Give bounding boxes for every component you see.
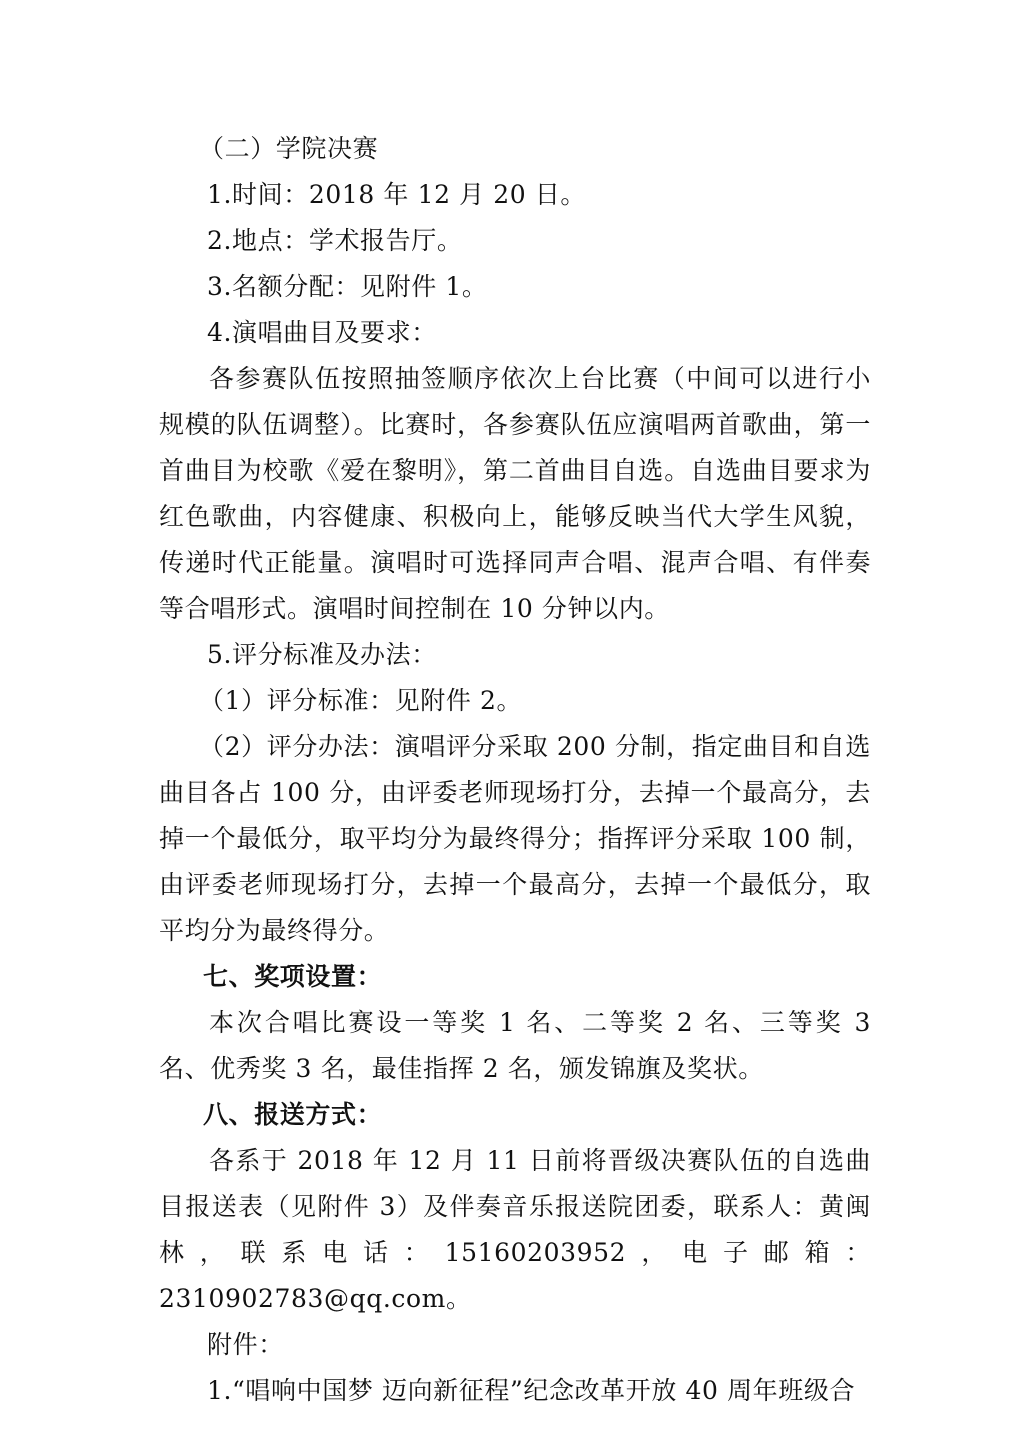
attachment-item-1: 1.“唱响中国梦 迈向新征程”纪念改革开放 40 周年班级合 [207,1376,856,1405]
section-title-awards: 七、奖项设置： [203,962,383,991]
songs-requirements-body: 各参赛队伍按照抽签顺序依次上台比赛（中间可以进行小规模的队伍调整）。比赛时，各参赛队伍应演唱两首歌曲，第一首曲目为校歌《爱在黎明》，第二首曲目自选。自选曲目要求为红色歌曲，内容健康、积极向上，能够反映当代大学生风貌，传递时代正能量。演唱时可选择同声合唱、混声合唱、有伴奏等合唱形式。演唱时间控制在 10 分钟以内。 [159,364,871,623]
final-quota: 3.名额分配：见附件 1。 [207,272,488,301]
document-body [159,126,871,1414]
attachments-label: 附件： [207,1330,284,1359]
final-place: 2.地点：学术报告厅。 [207,226,463,255]
songs-requirements-title: 4.演唱曲目及要求： [207,318,437,347]
final-time: 1.时间：2018 年 12 月 20 日。 [207,180,587,209]
awards-body: 本次合唱比赛设一等奖 1 名、二等奖 2 名、三等奖 3 名、优秀奖 3 名，最佳指挥 2 名，颁发锦旗及奖状。 [159,1008,871,1083]
section-title-submission: 八、报送方式： [203,1100,383,1129]
submission-body: 各系于 2018 年 12 月 11 日前将晋级决赛队伍的自选曲目报送表（见附件 3）及伴奏音乐报送院团委，联系人：黄闽林，联系电话：15160203952，电子邮箱：2310902783@qq.com。 [159,1146,871,1313]
scoring-standard: （1）评分标准：见附件 2。 [199,686,523,715]
scoring-title: 5.评分标准及办法： [207,640,437,669]
scoring-method: （2）评分办法：演唱评分采取 200 分制，指定曲目和自选曲目各占 100 分，由评委老师现场打分，去掉一个最高分，去掉一个最低分，取平均分为最终得分；指挥评分采取 100 制，由评委老师现场打分，去掉一个最高分，去掉一个最低分，取平均分为最终得分。 [159,732,871,945]
section-title-college-final: （二）学院决赛 [199,134,379,163]
